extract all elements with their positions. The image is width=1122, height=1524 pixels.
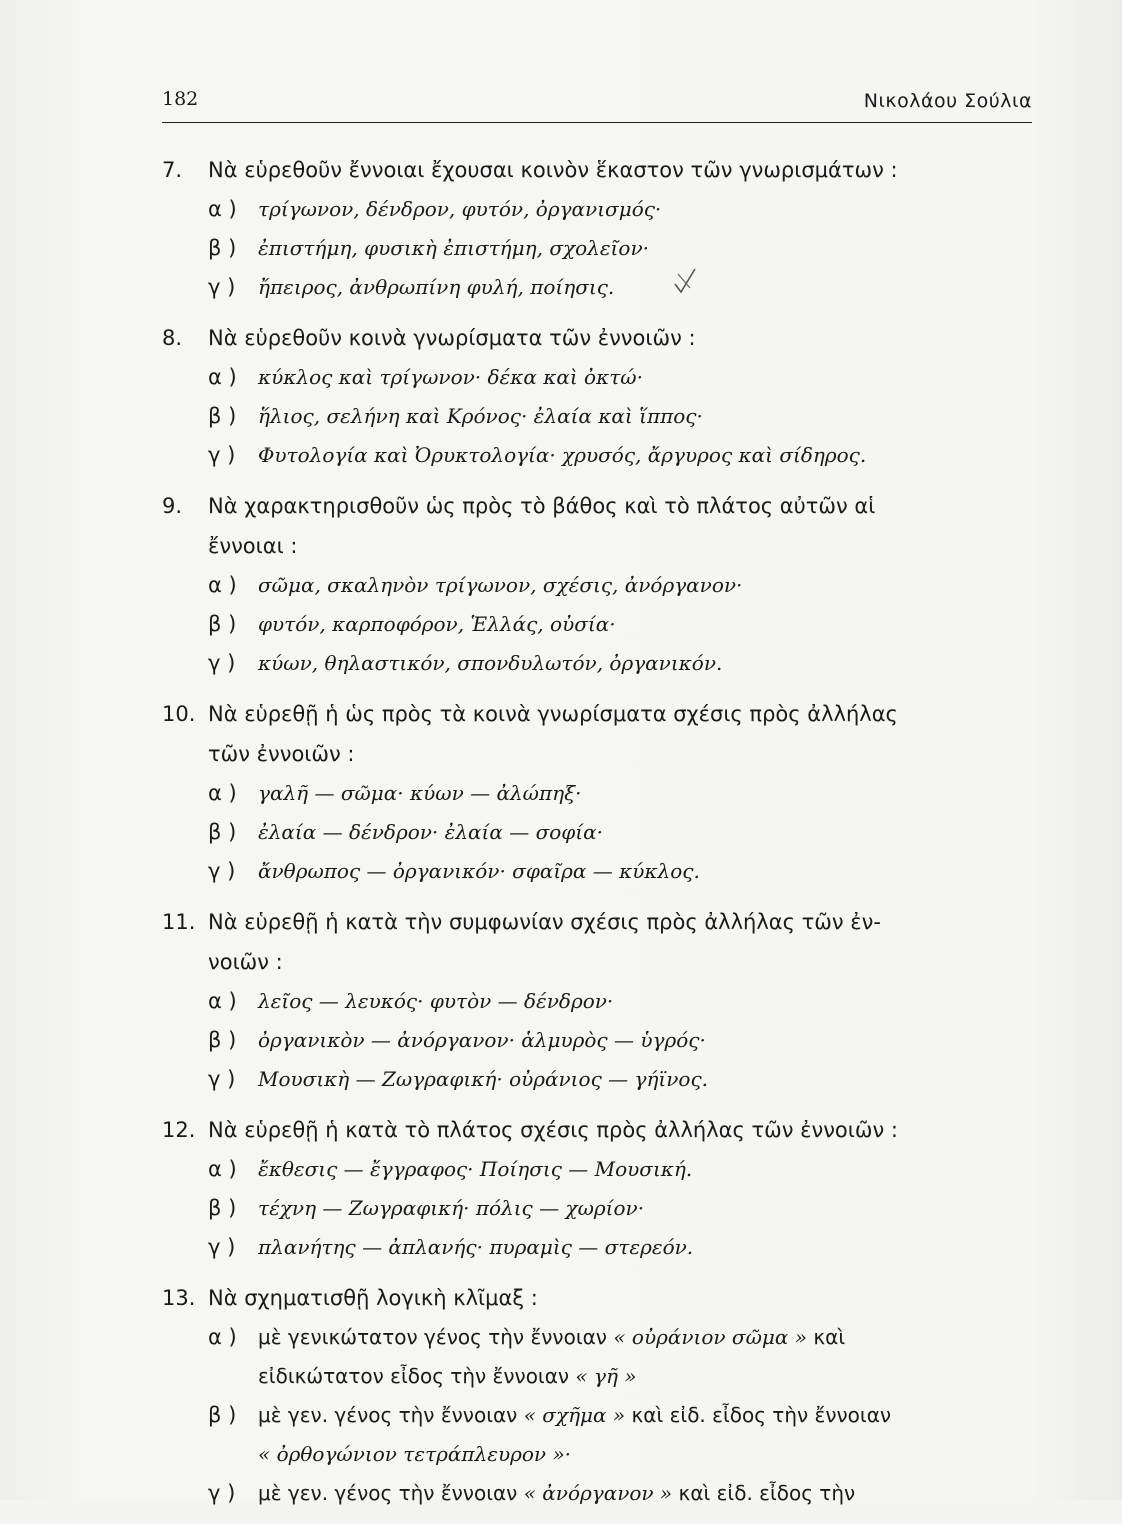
question-text: Νὰ εὑρεθοῦν ἔννοιαι ἔχουσαι κοινὸν ἕκαστον τῶν γνωρισμάτων :: [208, 158, 898, 182]
question-8: [162, 318, 1042, 475]
option-b-continued: « ὀρθογώνιον τετράπλευρον »·: [258, 1442, 572, 1466]
question-text-continued: ἔννοιαι :: [208, 534, 298, 558]
page-header: [162, 86, 1032, 123]
question-number: 10.: [162, 702, 196, 726]
running-head: Νικολάου Σούλια: [863, 90, 1032, 112]
question-12: [162, 1110, 1042, 1267]
option-a: α ) τρίγωνον, δένδρον, φυτόν, ὀργανισμός·: [208, 197, 662, 221]
option-b: β ) ἐλαία — δένδρον· ἐλαία — σοφία·: [208, 820, 603, 844]
option-c: γ ) μὲ γεν. γένος τὴν ἔννοιαν « ἀνόργανον » καὶ εἰδ. εἶδος τὴν: [208, 1481, 856, 1505]
question-10: [162, 694, 1042, 891]
option-a: α ) μὲ γενικώτατον γένος τὴν ἔννοιαν « οὐράνιον σῶμα » καὶ: [208, 1325, 846, 1349]
question-7: [162, 150, 1042, 307]
option-a: α ) γαλῆ — σῶμα· κύων — ἀλώπηξ·: [208, 781, 582, 805]
option-a: α ) σῶμα, σκαληνὸν τρίγωνον, σχέσις, ἀνόργανον·: [208, 573, 743, 597]
question-11: [162, 902, 1042, 1099]
option-a: α ) ἔκθεσις — ἔγγραφος· Ποίησις — Μουσική.: [208, 1157, 693, 1181]
question-text-continued: νοιῶν :: [208, 950, 283, 974]
option-c: γ ) ἤπειρος, ἀνθρωπίνη φυλή, ποίησις.: [208, 275, 615, 299]
option-c: γ ) ἄνθρωπος — ὀργανικόν· σφαῖρα — κύκλος.: [208, 859, 700, 883]
question-text: Νὰ σχηματισθῇ λογικὴ κλῖμαξ :: [208, 1286, 538, 1310]
page-number: 182: [162, 88, 199, 110]
question-text: Νὰ εὑρεθοῦν κοινὰ γνωρίσματα τῶν ἐννοιῶν :: [208, 326, 696, 350]
option-b: β ) τέχνη — Ζωγραφική· πόλις — χωρίον·: [208, 1196, 645, 1220]
question-number: 7.: [162, 158, 183, 182]
question-text: Νὰ εὑρεθῇ ἡ κατὰ τὸ πλάτος σχέσις πρὸς ἀλλήλας τῶν ἐννοιῶν :: [208, 1118, 898, 1142]
option-c: γ ) Μουσικὴ — Ζωγραφική· οὐράνιος — γήϊνος.: [208, 1067, 709, 1091]
question-number: 11.: [162, 910, 196, 934]
question-number: 9.: [162, 494, 183, 518]
option-b: β ) ἐπιστήμη, φυσικὴ ἐπιστήμη, σχολεῖον·: [208, 236, 649, 260]
option-c: γ ) Φυτολογία καὶ Ὀρυκτολογία· χρυσός, ἄργυρος καὶ σίδηρος.: [208, 443, 867, 467]
option-a-continued: εἰδικώτατον εἶδος τὴν ἔννοιαν « γῆ »: [258, 1364, 637, 1388]
question-text: Νὰ χαρακτηρισθοῦν ὡς πρὸς τὸ βάθος καὶ τὸ πλάτος αὐτῶν αἱ: [208, 494, 876, 518]
question-text: Νὰ εὑρεθῇ ἡ ὡς πρὸς τὰ κοινὰ γνωρίσματα σχέσις πρὸς ἀλλήλας: [208, 702, 898, 726]
question-number: 13.: [162, 1286, 196, 1310]
question-number: 12.: [162, 1118, 196, 1142]
question-text-continued: τῶν ἐννοιῶν :: [208, 742, 355, 766]
question-text: Νὰ εὑρεθῇ ἡ κατὰ τὴν συμφωνίαν σχέσις πρὸς ἀλλήλας τῶν ἐν-: [208, 910, 881, 934]
question-number: 8.: [162, 326, 183, 350]
option-c: γ ) κύων, θηλαστικόν, σπονδυλωτόν, ὀργανικόν.: [208, 651, 723, 675]
option-a: α ) λεῖος — λευκός· φυτὸν — δένδρον·: [208, 989, 614, 1013]
option-c: γ ) πλανήτης — ἀπλανής· πυραμὶς — στερεόν.: [208, 1235, 694, 1259]
question-13: [162, 1278, 1042, 1513]
option-b: β ) μὲ γεν. γένος τὴν ἔννοιαν « σχῆμα » καὶ εἰδ. εἶδος τὴν ἔννοιαν: [208, 1403, 892, 1427]
option-a: α ) κύκλος καὶ τρίγωνον· δέκα καὶ ὀκτώ·: [208, 365, 643, 389]
option-b: β ) ὀργανικὸν — ἀνόργανον· ἁλμυρὸς — ὑγρός·: [208, 1028, 706, 1052]
option-b: β ) φυτόν, καρποφόρον, Ἑλλάς, οὐσία·: [208, 612, 616, 636]
exercise-list: [162, 150, 1042, 1524]
option-b: β ) ἥλιος, σελήνη καὶ Κρόνος· ἐλαία καὶ ἵππος·: [208, 404, 703, 428]
question-9: [162, 486, 1042, 683]
